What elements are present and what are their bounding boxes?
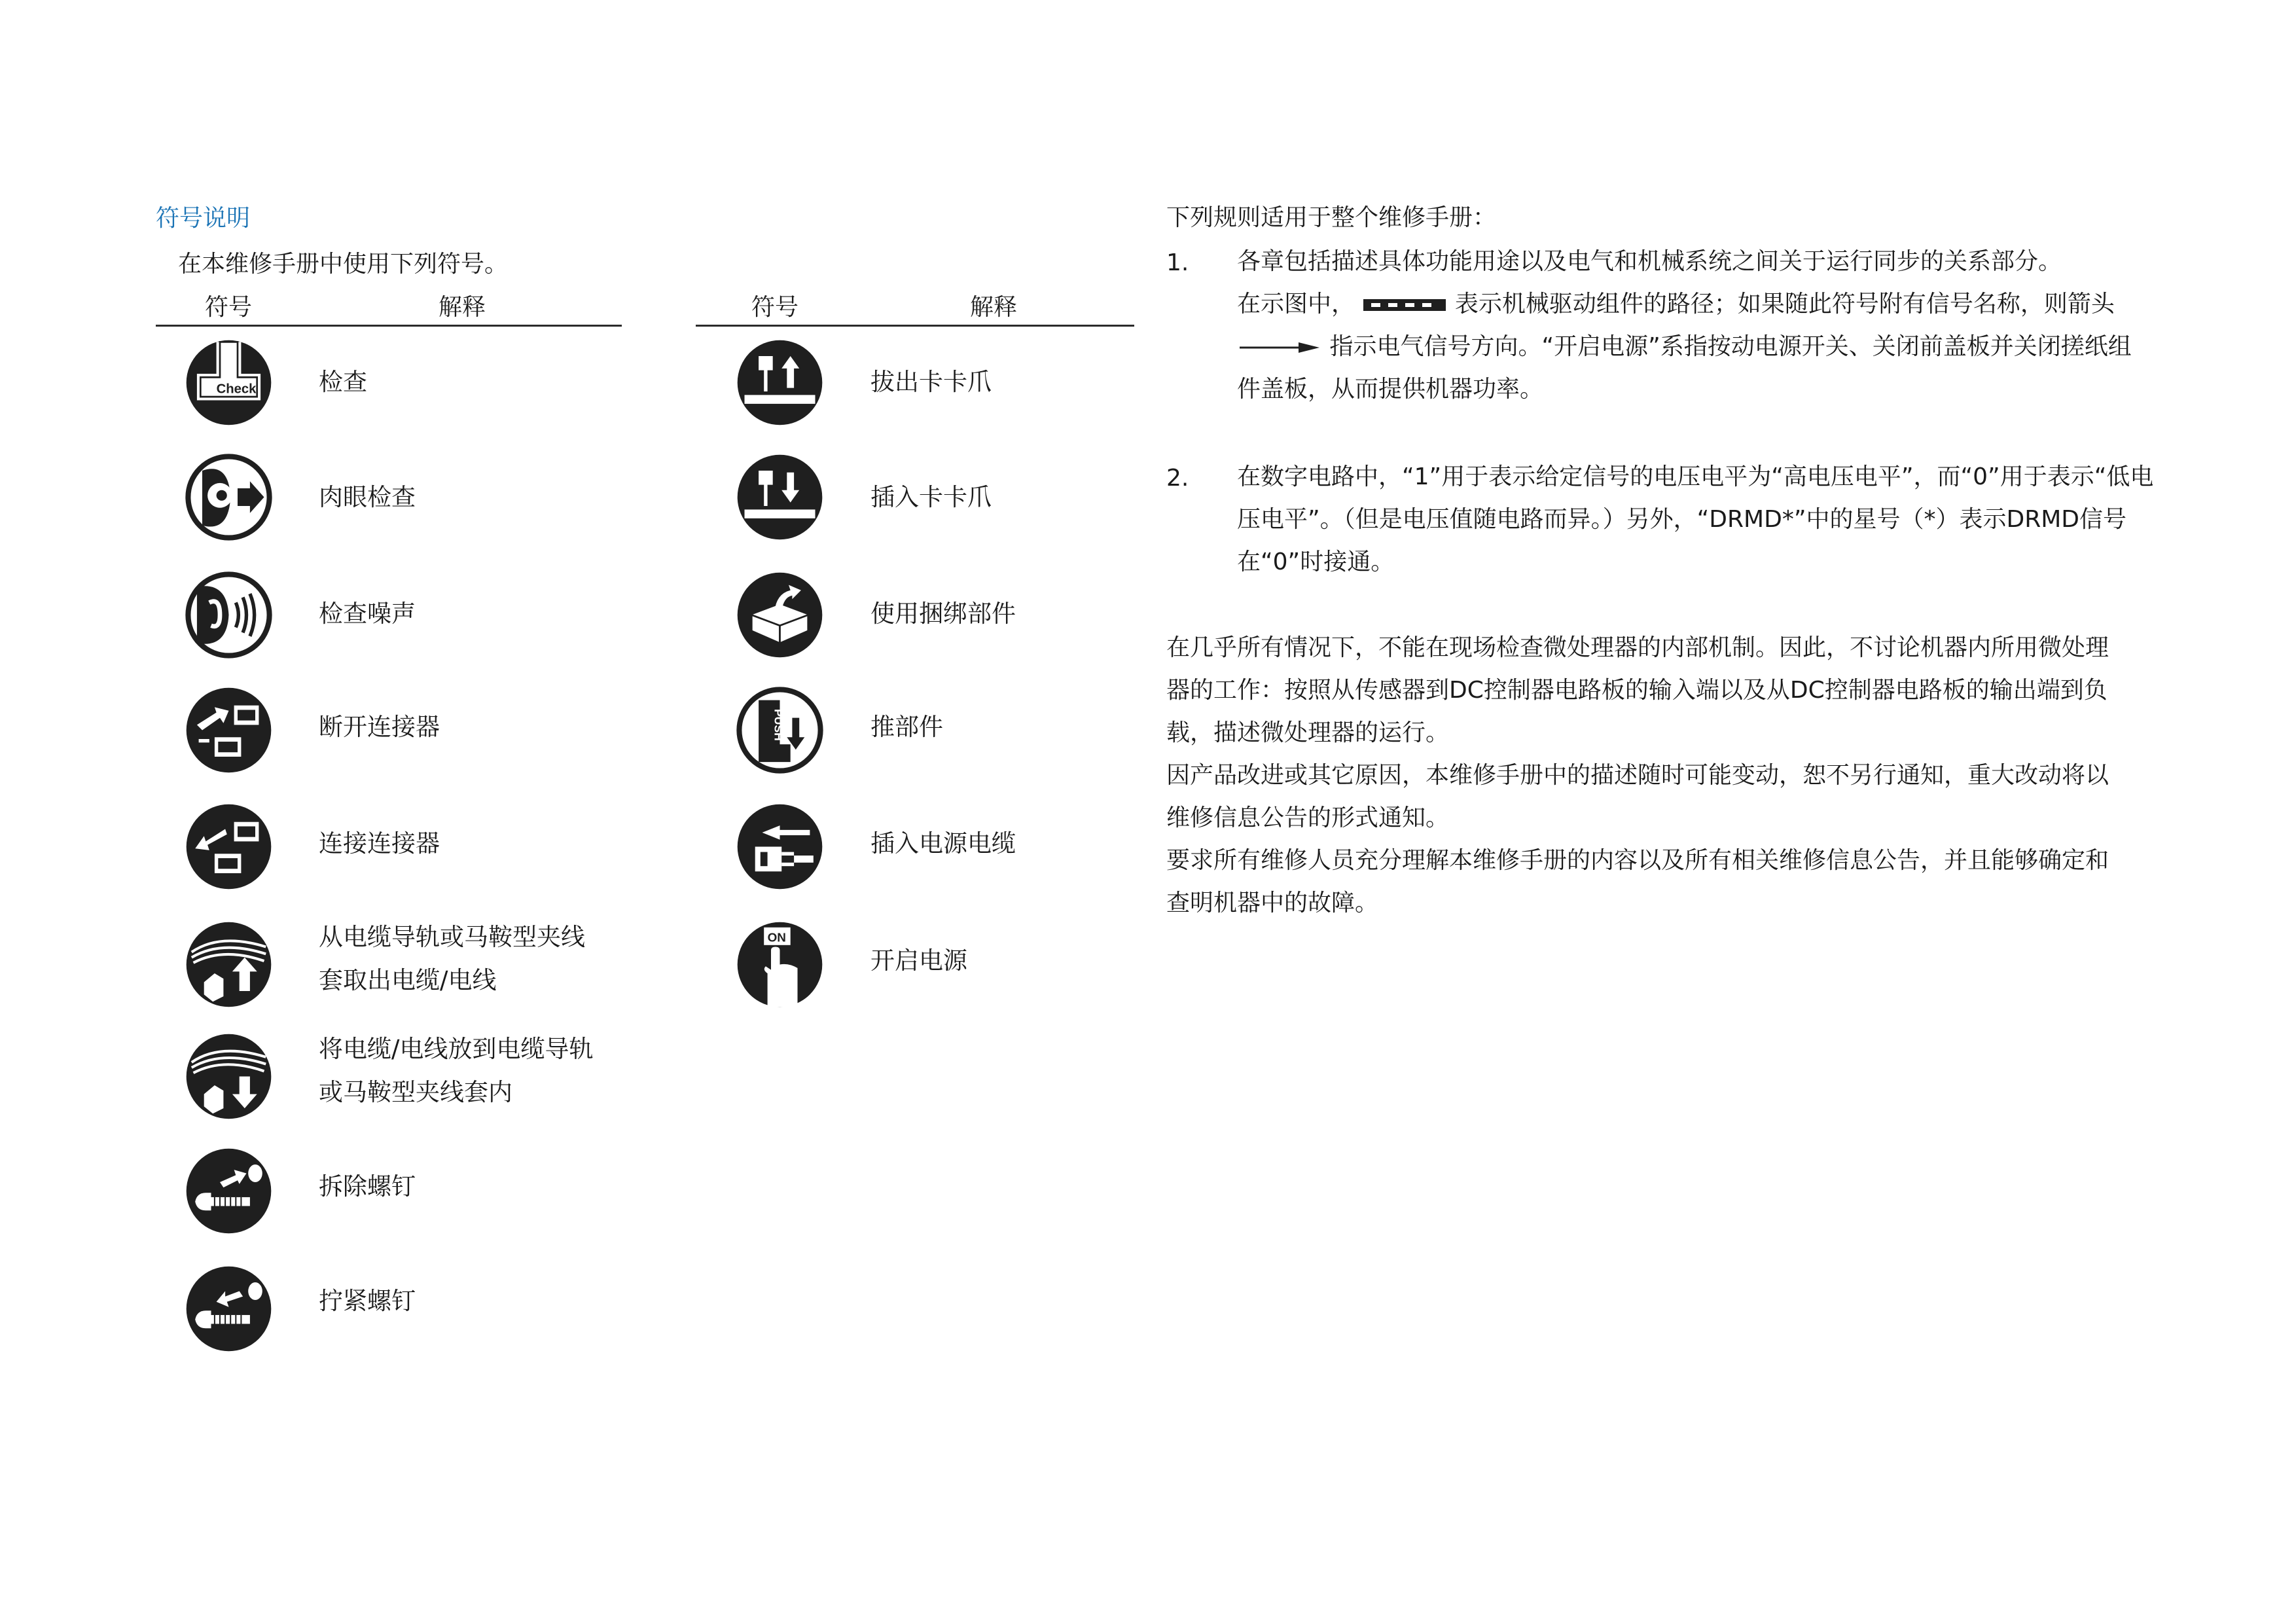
symbol-label-place-cable-line2: 或马鞍型夹线套内 xyxy=(319,1078,512,1106)
rule-1-line3 xyxy=(1237,325,2132,368)
rule-1-line4: 件盖板，从而提供机器功率。 xyxy=(1237,376,1544,403)
power-on-icon xyxy=(736,920,824,1009)
rule-1-number: 1. xyxy=(1166,249,1189,276)
symbol-label-check-noise: 检查噪声 xyxy=(319,600,416,628)
symbol-label-binding-part: 使用捆绑部件 xyxy=(870,600,1016,628)
remove-screw-icon xyxy=(185,1147,273,1235)
svg-text:Check: Check xyxy=(216,382,257,397)
left-header-symbol: 符号 xyxy=(205,294,253,321)
svg-text:PUSH: PUSH xyxy=(772,709,785,741)
disconnect-connector-icon xyxy=(185,686,273,774)
symbol-label-push-part: 推部件 xyxy=(870,713,943,741)
right-header-rule xyxy=(696,325,1134,327)
symbol-label-insert-claw: 插入卡卡爪 xyxy=(870,483,992,511)
rules-heading: 下列规则适用于整个维修手册： xyxy=(1166,204,1497,231)
symbol-label-insert-power-cable: 插入电源电缆 xyxy=(870,829,1016,857)
symbol-label-remove-cable-line1: 从电缆导轨或马鞍型夹线 xyxy=(319,923,585,951)
check-noise-icon xyxy=(185,571,273,659)
rule-1-line3-post: 指示电气信号方向。“开启电源”系指按动电源开关、关闭前盖板并关闭搓纸组 xyxy=(1329,333,2132,360)
rule-2-line2: 压电平”。（但是电压值随电路而异。）另外，“DRMD*”中的星号（*）表示DRMD信号 xyxy=(1237,506,2126,533)
symbol-label-visual-inspection: 肉眼检查 xyxy=(319,483,416,511)
symbol-label-connect-connector: 连接连接器 xyxy=(319,829,440,857)
mechanical-drive-path-icon xyxy=(1362,295,1447,315)
tighten-screw-icon xyxy=(185,1265,273,1353)
rule-2-line1: 在数字电路中，“1”用于表示给定信号的电压电平为“高电压电平”，而“0”用于表示“低电 xyxy=(1237,463,2154,490)
paragraph-microprocessor-line1: 在几乎所有情况下，不能在现场检查微处理器的内部机制。因此，不讨论机器内所用微处理 xyxy=(1166,634,2109,661)
intro-text: 在本维修手册中使用下列符号。 xyxy=(178,251,509,278)
rule-1-line2-pre: 在示图中， xyxy=(1237,291,1355,317)
push-part-icon xyxy=(736,686,824,774)
paragraph-microprocessor-line3: 载，描述微处理器的运行。 xyxy=(1166,719,1450,746)
symbol-label-remove-cable-line2: 套取出电缆/电线 xyxy=(319,966,497,994)
svg-text:ON: ON xyxy=(767,931,786,945)
right-header-symbol: 符号 xyxy=(751,294,799,321)
insert-claw-icon xyxy=(736,453,824,541)
paragraph-changes-line2: 维修信息公告的形式通知。 xyxy=(1166,804,1450,831)
rule-2-number: 2. xyxy=(1166,465,1189,492)
paragraph-requirements-line2: 查明机器中的故障。 xyxy=(1166,890,1379,916)
rule-2-line3: 在“0”时接通。 xyxy=(1237,549,1395,575)
paragraph-microprocessor-line2: 器的工作：按照从传感器到DC控制器电路板的输入端以及从DC控制器电路板的输出端到负 xyxy=(1166,677,2108,704)
visual-inspection-icon xyxy=(185,453,273,541)
rule-1-line1: 各章包括描述具体功能用途以及电气和机械系统之间关于运行同步的关系部分。 xyxy=(1237,248,2062,275)
remove-cable-icon xyxy=(185,920,273,1009)
symbol-label-pull-claw: 拔出卡卡爪 xyxy=(870,368,992,396)
paragraph-changes-line1: 因产品改进或其它原因，本维修手册中的描述随时可能变动，恕不另行通知，重大改动将以 xyxy=(1166,762,2109,789)
left-header-rule xyxy=(156,325,622,327)
place-cable-icon xyxy=(185,1032,273,1121)
right-header-explanation: 解释 xyxy=(970,294,1018,321)
symbol-label-remove-screw: 拆除螺钉 xyxy=(319,1172,416,1200)
insert-power-cable-icon xyxy=(736,803,824,891)
rule-1-line2 xyxy=(1237,283,2115,325)
page-title: 符号说明 xyxy=(156,205,251,232)
symbol-label-power-on: 开启电源 xyxy=(870,947,967,975)
connect-connector-icon xyxy=(185,803,273,891)
left-header-explanation: 解释 xyxy=(439,294,486,321)
binding-part-icon xyxy=(736,571,824,659)
rule-1-line2-post: 表示机械驱动组件的路径；如果随此符号附有信号名称，则箭头 xyxy=(1454,291,2115,317)
check-icon xyxy=(185,338,273,427)
symbol-label-disconnect-connector: 断开连接器 xyxy=(319,713,440,741)
paragraph-requirements-line1: 要求所有维修人员充分理解本维修手册的内容以及所有相关维修信息公告，并且能够确定和 xyxy=(1166,847,2109,874)
symbol-label-check: 检查 xyxy=(319,368,367,396)
pull-claw-icon xyxy=(736,338,824,427)
symbol-label-place-cable-line1: 将电缆/电线放到电缆导轨 xyxy=(319,1035,594,1063)
symbol-label-tighten-screw: 拧紧螺钉 xyxy=(319,1287,416,1315)
signal-arrow-icon xyxy=(1237,338,1322,357)
